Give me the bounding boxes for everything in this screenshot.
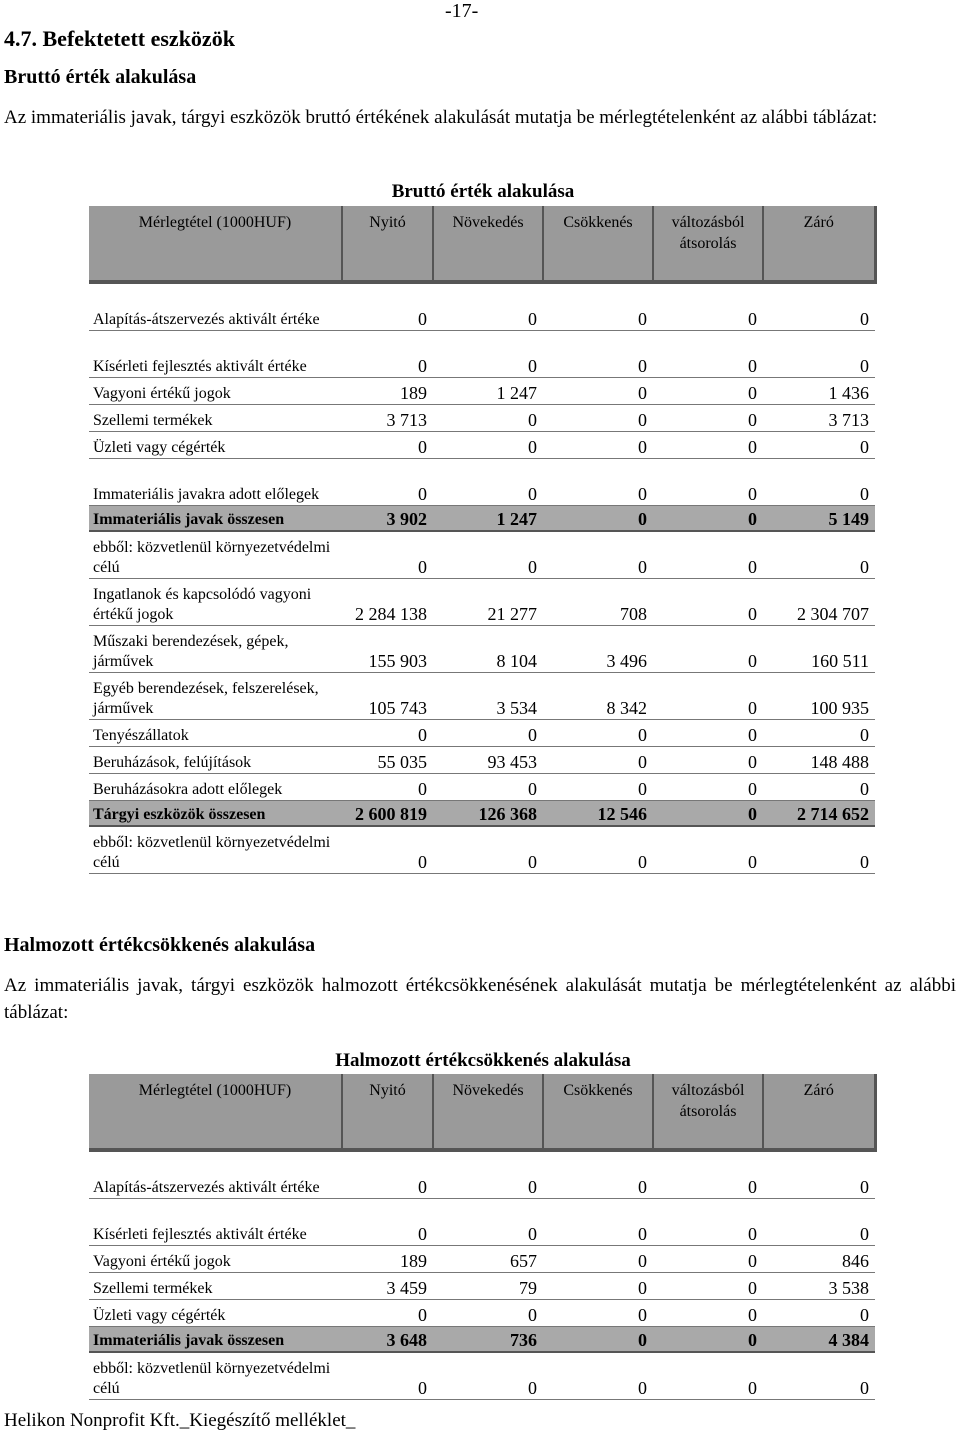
cell-value: 126 368 — [433, 801, 543, 827]
cell-value: 0 — [543, 459, 653, 506]
cell-value: 0 — [433, 331, 543, 378]
cell-value: 0 — [543, 1352, 653, 1400]
cell-value: 0 — [653, 1300, 763, 1327]
cell-value: 8 104 — [433, 626, 543, 673]
cell-value: 0 — [543, 432, 653, 459]
table-row — [89, 626, 875, 673]
cell-value: 0 — [342, 459, 433, 506]
table-row — [89, 774, 875, 801]
col-header: Mérlegtétel (1000HUF) — [89, 1074, 342, 1150]
table-row — [89, 1327, 875, 1353]
table-row — [89, 801, 875, 827]
row-label: Beruházásokra adott előlegek — [89, 774, 342, 801]
cell-value: 0 — [433, 282, 543, 331]
cell-value: 3 459 — [342, 1273, 433, 1300]
cell-value: 0 — [543, 405, 653, 432]
cell-value: 0 — [342, 826, 433, 874]
row-label: Vagyoni értékű jogok — [89, 1246, 342, 1273]
table-row — [89, 506, 875, 532]
cell-value: 0 — [653, 720, 763, 747]
cell-value: 0 — [653, 1150, 763, 1199]
cell-value: 0 — [653, 801, 763, 827]
cell-value: 0 — [543, 1199, 653, 1246]
depreciation-intro: Az immateriális javak, tárgyi eszközök halmozott értékcsökkenésének alakulását mutatja be mérlegtételenként az alábbi táblázat: — [4, 975, 956, 1023]
table-row — [89, 1246, 875, 1273]
row-label: Üzleti vagy cégérték — [89, 1300, 342, 1327]
cell-value: 0 — [433, 1150, 543, 1199]
cell-value: 3 902 — [342, 506, 433, 532]
row-label: ebből: közvetlenül környezetvédelmi célú — [89, 826, 342, 874]
cell-value: 0 — [653, 405, 763, 432]
cell-value: 0 — [763, 459, 875, 506]
table-row — [89, 673, 875, 720]
row-label: Ingatlanok és kapcsolódó vagyoni értékű jogok — [89, 579, 342, 626]
cell-value: 2 304 707 — [763, 579, 875, 626]
cell-value: 0 — [763, 331, 875, 378]
cell-value: 0 — [342, 282, 433, 331]
cell-value: 0 — [763, 432, 875, 459]
cell-value: 0 — [763, 774, 875, 801]
gross-table — [89, 206, 877, 874]
cell-value: 0 — [342, 1352, 433, 1400]
cell-value: 0 — [342, 1300, 433, 1327]
cell-value: 0 — [433, 720, 543, 747]
table-row — [89, 1352, 875, 1400]
cell-value: 0 — [342, 1150, 433, 1199]
gross-table-header — [89, 206, 875, 282]
table-row — [89, 747, 875, 774]
table-row — [89, 1273, 875, 1300]
cell-value: 0 — [653, 747, 763, 774]
cell-value: 0 — [433, 826, 543, 874]
cell-value: 0 — [653, 432, 763, 459]
cell-value: 160 511 — [763, 626, 875, 673]
cell-value: 8 342 — [543, 673, 653, 720]
cell-value: 93 453 — [433, 747, 543, 774]
gross-table-title: Bruttó érték alakulása — [391, 181, 575, 202]
cell-value: 0 — [653, 673, 763, 720]
cell-value: 0 — [543, 774, 653, 801]
cell-value: 0 — [653, 459, 763, 506]
cell-value: 5 149 — [763, 506, 875, 532]
cell-value: 3 713 — [763, 405, 875, 432]
cell-value: 0 — [433, 432, 543, 459]
row-label: Immateriális javak összesen — [89, 1327, 342, 1353]
cell-value: 0 — [543, 747, 653, 774]
row-label: Szellemi termékek — [89, 1273, 342, 1300]
cell-value: 0 — [763, 1150, 875, 1199]
cell-value: 4 384 — [763, 1327, 875, 1353]
col-header: változásból átsorolás — [653, 206, 763, 282]
cell-value: 79 — [433, 1273, 543, 1300]
footer-text: Helikon Nonprofit Kft._Kiegészítő melléklet_ — [4, 1410, 356, 1431]
cell-value: 148 488 — [763, 747, 875, 774]
cell-value: 0 — [763, 1300, 875, 1327]
cell-value: 1 247 — [433, 378, 543, 405]
cell-value: 0 — [342, 720, 433, 747]
cell-value: 0 — [433, 1352, 543, 1400]
row-label: Egyéb berendezések, felszerelések, járművek — [89, 673, 342, 720]
row-label: ebből: közvetlenül környezetvédelmi célú — [89, 1352, 342, 1400]
cell-value: 0 — [342, 774, 433, 801]
col-header: Csökkenés — [543, 206, 653, 282]
cell-value: 2 714 652 — [763, 801, 875, 827]
col-header: Növekedés — [433, 1074, 543, 1150]
cell-value: 0 — [433, 1199, 543, 1246]
col-header: Záró — [763, 1074, 875, 1150]
table-row — [89, 531, 875, 579]
cell-value: 21 277 — [433, 579, 543, 626]
row-label: Alapítás-átszervezés aktivált értéke — [89, 282, 342, 331]
col-header: Növekedés — [433, 206, 543, 282]
cell-value: 0 — [653, 774, 763, 801]
cell-value: 0 — [543, 282, 653, 331]
cell-value: 0 — [342, 432, 433, 459]
cell-value: 0 — [543, 1150, 653, 1199]
cell-value: 0 — [653, 531, 763, 579]
cell-value: 0 — [653, 331, 763, 378]
cell-value: 708 — [543, 579, 653, 626]
cell-value: 0 — [342, 331, 433, 378]
cell-value: 0 — [543, 826, 653, 874]
col-header: Záró — [763, 206, 875, 282]
cell-value: 0 — [342, 531, 433, 579]
cell-value: 12 546 — [543, 801, 653, 827]
cell-value: 55 035 — [342, 747, 433, 774]
cell-value: 0 — [653, 282, 763, 331]
cell-value: 0 — [543, 506, 653, 532]
row-label: Üzleti vagy cégérték — [89, 432, 342, 459]
cell-value: 0 — [543, 1300, 653, 1327]
cell-value: 3 496 — [543, 626, 653, 673]
table-row — [89, 1199, 875, 1246]
cell-value: 2 284 138 — [342, 579, 433, 626]
row-label: ebből: közvetlenül környezetvédelmi célú — [89, 531, 342, 579]
cell-value: 0 — [543, 1273, 653, 1300]
col-header: Nyitó — [342, 206, 433, 282]
cell-value: 3 648 — [342, 1327, 433, 1353]
cell-value: 0 — [543, 331, 653, 378]
cell-value: 0 — [543, 1246, 653, 1273]
col-header: Csökkenés — [543, 1074, 653, 1150]
cell-value: 0 — [433, 774, 543, 801]
table-row — [89, 331, 875, 378]
cell-value: 155 903 — [342, 626, 433, 673]
table-row — [89, 459, 875, 506]
depreciation-table-title: Halmozott értékcsökkenés alakulása — [335, 1050, 631, 1071]
gross-intro: Az immateriális javak, tárgyi eszközök bruttó értékének alakulását mutatja be mérlegtételenként az alábbi táblázat: — [4, 107, 878, 128]
cell-value: 0 — [433, 405, 543, 432]
cell-value: 0 — [763, 1199, 875, 1246]
cell-value: 189 — [342, 1246, 433, 1273]
cell-value: 0 — [543, 531, 653, 579]
cell-value: 3 534 — [433, 673, 543, 720]
row-label: Tárgyi eszközök összesen — [89, 801, 342, 827]
cell-value: 2 600 819 — [342, 801, 433, 827]
depreciation-table-header — [89, 1074, 875, 1150]
cell-value: 100 935 — [763, 673, 875, 720]
table-row — [89, 1150, 875, 1199]
row-label: Kísérleti fejlesztés aktivált értéke — [89, 331, 342, 378]
cell-value: 0 — [653, 1352, 763, 1400]
page-number: -17- — [445, 0, 479, 22]
cell-value: 736 — [433, 1327, 543, 1353]
cell-value: 0 — [653, 1273, 763, 1300]
row-label: Szellemi termékek — [89, 405, 342, 432]
col-header: változásból átsorolás — [653, 1074, 763, 1150]
cell-value: 1 247 — [433, 506, 543, 532]
cell-value: 0 — [543, 378, 653, 405]
table-row — [89, 1300, 875, 1327]
row-label: Beruházások, felújítások — [89, 747, 342, 774]
cell-value: 0 — [433, 531, 543, 579]
cell-value: 846 — [763, 1246, 875, 1273]
cell-value: 1 436 — [763, 378, 875, 405]
cell-value: 105 743 — [342, 673, 433, 720]
row-label: Immateriális javakra adott előlegek — [89, 459, 342, 506]
row-label: Alapítás-átszervezés aktivált értéke — [89, 1150, 342, 1199]
row-label: Kísérleti fejlesztés aktivált értéke — [89, 1199, 342, 1246]
table-row — [89, 432, 875, 459]
table-row — [89, 579, 875, 626]
cell-value: 0 — [433, 1300, 543, 1327]
cell-value: 0 — [433, 459, 543, 506]
cell-value: 0 — [763, 720, 875, 747]
cell-value: 0 — [653, 579, 763, 626]
table-row — [89, 405, 875, 432]
cell-value: 657 — [433, 1246, 543, 1273]
cell-value: 0 — [653, 1327, 763, 1353]
depreciation-table — [89, 1074, 877, 1400]
cell-value: 0 — [653, 626, 763, 673]
cell-value: 189 — [342, 378, 433, 405]
depreciation-heading: Halmozott értékcsökkenés alakulása — [4, 934, 316, 956]
cell-value: 0 — [763, 531, 875, 579]
cell-value: 0 — [342, 1199, 433, 1246]
cell-value: 0 — [763, 826, 875, 874]
cell-value: 3 713 — [342, 405, 433, 432]
cell-value: 0 — [653, 378, 763, 405]
cell-value: 3 538 — [763, 1273, 875, 1300]
cell-value: 0 — [653, 1246, 763, 1273]
section-title: 4.7. Befektetett eszközök — [4, 26, 235, 51]
row-label: Tenyészállatok — [89, 720, 342, 747]
col-header: Nyitó — [342, 1074, 433, 1150]
row-label: Immateriális javak összesen — [89, 506, 342, 532]
cell-value: 0 — [653, 1199, 763, 1246]
row-label: Műszaki berendezések, gépek, járművek — [89, 626, 342, 673]
cell-value: 0 — [763, 282, 875, 331]
cell-value: 0 — [543, 1327, 653, 1353]
cell-value: 0 — [543, 720, 653, 747]
table-row — [89, 282, 875, 331]
table-row — [89, 826, 875, 874]
col-header: Mérlegtétel (1000HUF) — [89, 206, 342, 282]
cell-value: 0 — [763, 1352, 875, 1400]
cell-value: 0 — [653, 506, 763, 532]
table-row — [89, 378, 875, 405]
cell-value: 0 — [653, 826, 763, 874]
gross-heading: Bruttó érték alakulása — [4, 66, 197, 88]
table-row — [89, 720, 875, 747]
row-label: Vagyoni értékű jogok — [89, 378, 342, 405]
